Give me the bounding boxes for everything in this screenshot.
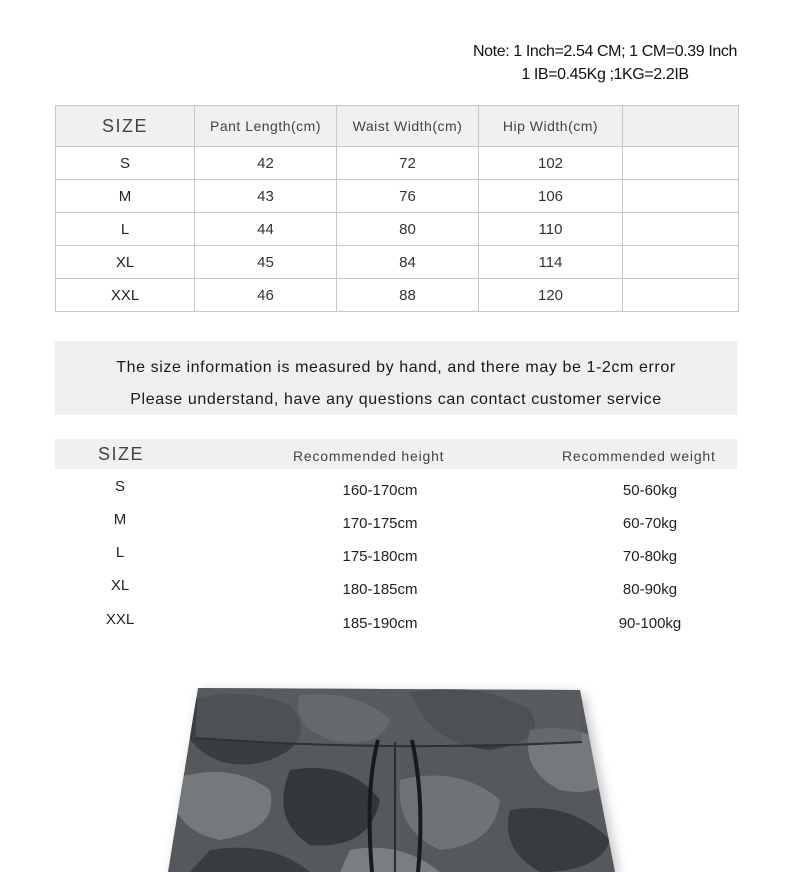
table-row [56, 279, 739, 312]
rec-weight: 80-90kg [622, 581, 678, 598]
recommendation-header [55, 439, 737, 469]
table-row [56, 213, 739, 246]
table-row [56, 246, 739, 279]
waist-cell: 76 [337, 180, 479, 213]
rec-size: XXL [105, 611, 135, 628]
empty-cell [623, 180, 739, 213]
note-line-2: 1 IB=0.45Kg ;1KG=2.2IB [521, 66, 689, 83]
hip-cell: 120 [479, 279, 623, 312]
rec-height: 185-190cm [342, 615, 418, 632]
size-cell: XL [56, 246, 195, 279]
notice-line-2: Please understand, have any questions can contact customer service [130, 391, 662, 408]
rec-size: L [115, 544, 125, 561]
note-line-1: Note: 1 Inch=2.54 CM; 1 CM=0.39 Inch [473, 43, 737, 60]
empty-cell [623, 279, 739, 312]
empty-cell [623, 147, 739, 180]
size-cell: L [56, 213, 195, 246]
rec-weight: 60-70kg [622, 515, 678, 532]
rec-size: S [114, 478, 126, 495]
header-empty [623, 106, 739, 147]
size-cell: XXL [56, 279, 195, 312]
hip-cell: 106 [479, 180, 623, 213]
waist-cell: 80 [337, 213, 479, 246]
rec-height: 160-170cm [342, 482, 418, 499]
rec-height: 180-185cm [342, 581, 418, 598]
waist-cell: 72 [337, 147, 479, 180]
hip-cell: 110 [479, 213, 623, 246]
rec-header-size: SIZE [98, 444, 145, 464]
length-cell: 46 [195, 279, 337, 312]
header-waist-width: Waist Width(cm) [337, 106, 479, 147]
measurement-notice [55, 341, 737, 415]
header-hip-width: Hip Width(cm) [479, 106, 623, 147]
list-item [55, 478, 737, 511]
size-chart-header-row [56, 106, 739, 147]
rec-height: 170-175cm [342, 515, 418, 532]
rec-weight: 70-80kg [622, 548, 678, 565]
length-cell: 45 [195, 246, 337, 279]
table-row [56, 147, 739, 180]
list-item [55, 544, 737, 577]
rec-header-weight: Recommended weight [562, 448, 716, 464]
hip-cell: 114 [479, 246, 623, 279]
list-item [55, 611, 737, 644]
list-item [55, 577, 737, 610]
empty-cell [623, 213, 739, 246]
rec-weight: 90-100kg [618, 615, 682, 632]
unit-conversion-note [440, 40, 770, 86]
rec-size: M [113, 511, 127, 528]
camo-pants-photo [150, 680, 630, 872]
header-pant-length: Pant Length(cm) [195, 106, 337, 147]
hip-cell: 102 [479, 147, 623, 180]
waist-cell: 84 [337, 246, 479, 279]
list-item [55, 511, 737, 544]
length-cell: 42 [195, 147, 337, 180]
rec-header-height: Recommended height [293, 448, 445, 464]
size-cell: M [56, 180, 195, 213]
waist-cell: 88 [337, 279, 479, 312]
size-cell: S [56, 147, 195, 180]
empty-cell [623, 246, 739, 279]
rec-weight: 50-60kg [622, 482, 678, 499]
rec-size: XL [110, 577, 130, 594]
size-chart-table [55, 105, 739, 312]
rec-height: 175-180cm [342, 548, 418, 565]
header-size: SIZE [56, 106, 195, 147]
table-row [56, 180, 739, 213]
notice-line-1: The size information is measured by hand, and there may be 1-2cm error [116, 359, 676, 376]
length-cell: 44 [195, 213, 337, 246]
length-cell: 43 [195, 180, 337, 213]
